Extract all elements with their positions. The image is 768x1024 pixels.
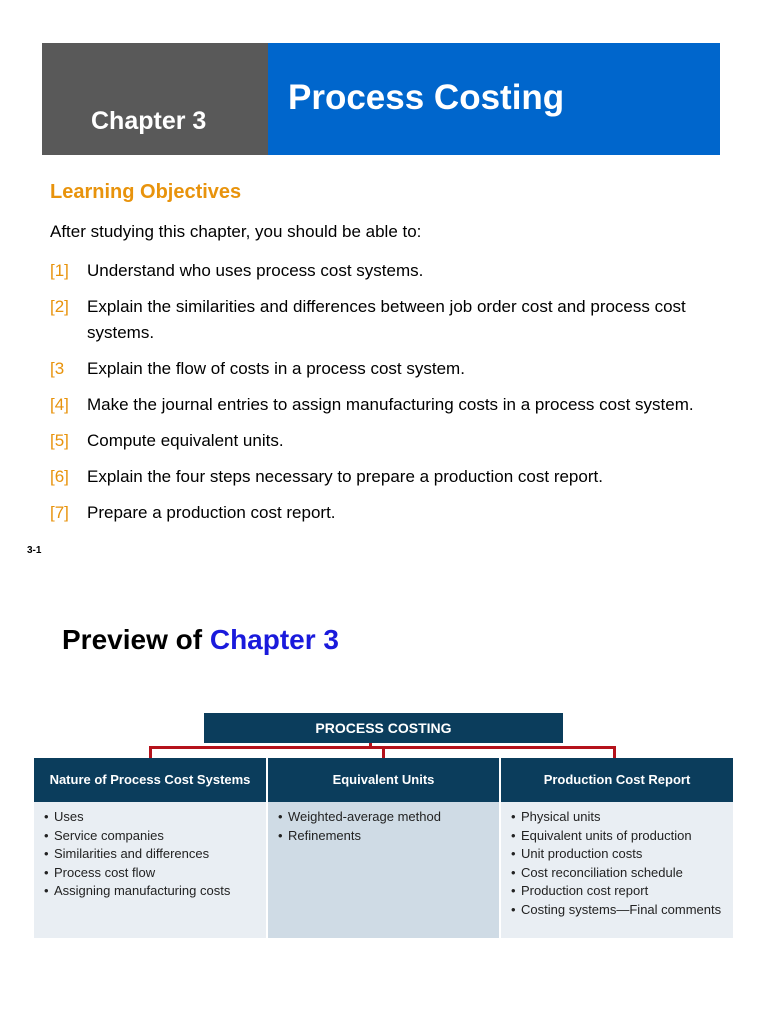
objectives-list <box>50 258 750 536</box>
chart-column-equivalent-units <box>268 758 499 938</box>
list-item: • Cost reconciliation schedule <box>511 864 725 883</box>
preview-title-accent: Chapter 3 <box>209 624 339 655</box>
column-items <box>268 802 499 938</box>
preview-title-prefix: Preview of <box>62 624 210 655</box>
connector-line <box>613 746 616 758</box>
objective-text: Make the journal entries to assign manufacturing costs in a process cost system. <box>87 395 694 414</box>
list-item: • Physical units <box>511 808 725 827</box>
objective-number: [5] <box>50 431 69 450</box>
chapter-label: Chapter 3 <box>91 107 207 135</box>
objective-item <box>50 258 750 284</box>
objective-text: Compute equivalent units. <box>87 431 284 450</box>
objective-item <box>50 464 750 490</box>
objective-text: Explain the flow of costs in a process cost system. <box>87 359 465 378</box>
objectives-heading: Learning Objectives <box>50 181 242 203</box>
objective-text: Explain the similarities and differences between job order cost and process cost systems. <box>87 297 686 342</box>
column-items <box>34 802 266 938</box>
chart-column-production-cost-report <box>501 758 733 938</box>
objectives-intro: After studying this chapter, you should be able to: <box>50 222 422 241</box>
column-heading: Nature of Process Cost Systems <box>34 758 266 802</box>
connector-line <box>149 746 152 758</box>
list-item: • Production cost report <box>511 882 725 901</box>
chart-column-nature <box>34 758 266 938</box>
column-items <box>501 802 733 938</box>
objective-number: [3 <box>50 359 65 378</box>
list-item: • Costing systems—Final comments <box>511 901 725 920</box>
column-heading: Equivalent Units <box>268 758 499 802</box>
objective-text: Prepare a production cost report. <box>87 503 336 522</box>
objective-number: [6] <box>50 467 69 486</box>
objective-number: [7] <box>50 503 69 522</box>
list-item: • Weighted-average method <box>278 808 491 827</box>
title-banner <box>268 43 720 155</box>
objective-number: [4] <box>50 395 69 414</box>
objective-number: [2] <box>50 297 69 316</box>
list-item: • Process cost flow <box>44 864 258 883</box>
slide-title: Process Costing <box>288 78 565 117</box>
objective-item <box>50 500 750 526</box>
objective-text: Explain the four steps necessary to prepare a production cost report. <box>87 467 603 486</box>
page-number: 3-1 <box>27 545 42 556</box>
column-heading: Production Cost Report <box>501 758 733 802</box>
list-item: • Uses <box>44 808 258 827</box>
objective-item <box>50 392 750 418</box>
objective-item <box>50 356 750 382</box>
chart-root-box: PROCESS COSTING <box>204 713 563 743</box>
list-item: • Equivalent units of production <box>511 827 725 846</box>
connector-line <box>382 746 385 758</box>
objective-number: [1] <box>50 261 69 280</box>
list-item: • Similarities and differences <box>44 845 258 864</box>
chapter-banner <box>42 43 268 155</box>
preview-title <box>62 624 339 656</box>
objective-item <box>50 294 750 346</box>
list-item: • Refinements <box>278 827 491 846</box>
objective-item <box>50 428 750 454</box>
list-item: • Service companies <box>44 827 258 846</box>
list-item: • Assigning manufacturing costs <box>44 882 258 901</box>
objective-text: Understand who uses process cost systems. <box>87 261 424 280</box>
list-item: • Unit production costs <box>511 845 725 864</box>
